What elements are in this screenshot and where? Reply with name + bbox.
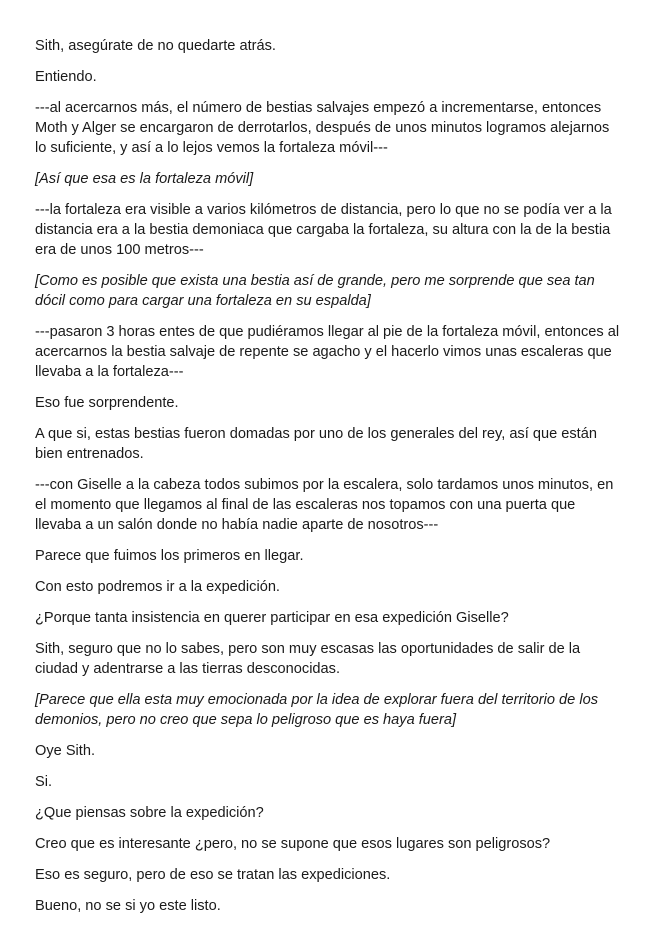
italic-thought-paragraph: [Así que esa es la fortaleza móvil] [35,171,254,187]
paragraph: ¿Que piensas sobre la expedición? [35,805,264,821]
paragraph: Sith, seguro que no lo sabes, pero son muy escasas las oportunidades de salir de la ciudad y adentrarse a las tierras desconocidas. [35,641,581,677]
paragraph: Bueno, no se si yo este listo. [35,898,221,914]
paragraph: ---con Giselle a la cabeza todos subimos por la escalera, solo tardamos unos minutos, en el momento que llegamos al final de las escaleras nos topamos con una puerta que llevaba a un salón donde no había nadie aparte de nosotros--- [35,477,614,533]
paragraph: ¿Porque tanta insistencia en querer participar en esa expedición Giselle? [35,610,509,626]
paragraph: Si. [35,774,53,790]
paragraph: Parece que fuimos los primeros en llegar. [35,548,304,564]
paragraph: A que si, estas bestias fueron domadas por uno de los generales del rey, así que están bien entrenados. [35,426,597,462]
paragraph: Oye Sith. [35,743,96,759]
paragraph: ---pasaron 3 horas entes de que pudiéramos llegar al pie de la fortaleza móvil, entonces al acercarnos la bestia salvaje de repente se agacho y el hacerlo vimos unas escaleras que llevaba a la fortaleza--- [35,324,620,380]
paragraph: Entiendo. [35,69,97,85]
paragraph: Sith, asegúrate de no quedarte atrás. [35,38,276,54]
document-page [35,36,638,927]
italic-thought-paragraph: [Como es posible que exista una bestia así de grande, pero me sorprende que sea tan dócil como para cargar una fortaleza en su espalda] [35,273,595,309]
paragraph: ---al acercarnos más, el número de bestias salvajes empezó a incrementarse, entonces Moth y Alger se encargaron de derrotarlos, después de unos minutos logramos alejarnos lo suficiente, y así a lo lejos vemos la fortaleza móvil--- [35,100,610,156]
paragraph: ---la fortaleza era visible a varios kilómetros de distancia, pero lo que no se podía ver a la distancia era a la bestia demoniaca que cargaba la fortaleza, su altura con la de la bestia era de unos 100 metros--- [35,202,612,258]
paragraph: Eso fue sorprendente. [35,395,179,411]
paragraph: Creo que es interesante ¿pero, no se supone que esos lugares son peligrosos? [35,836,551,852]
italic-thought-paragraph: [Parece que ella esta muy emocionada por la idea de explorar fuera del territorio de los demonios, pero no creo que sepa lo peligroso que es haya fuera] [35,692,598,728]
paragraph: Eso es seguro, pero de eso se tratan las expediciones. [35,867,391,883]
paragraph: Con esto podremos ir a la expedición. [35,579,280,595]
